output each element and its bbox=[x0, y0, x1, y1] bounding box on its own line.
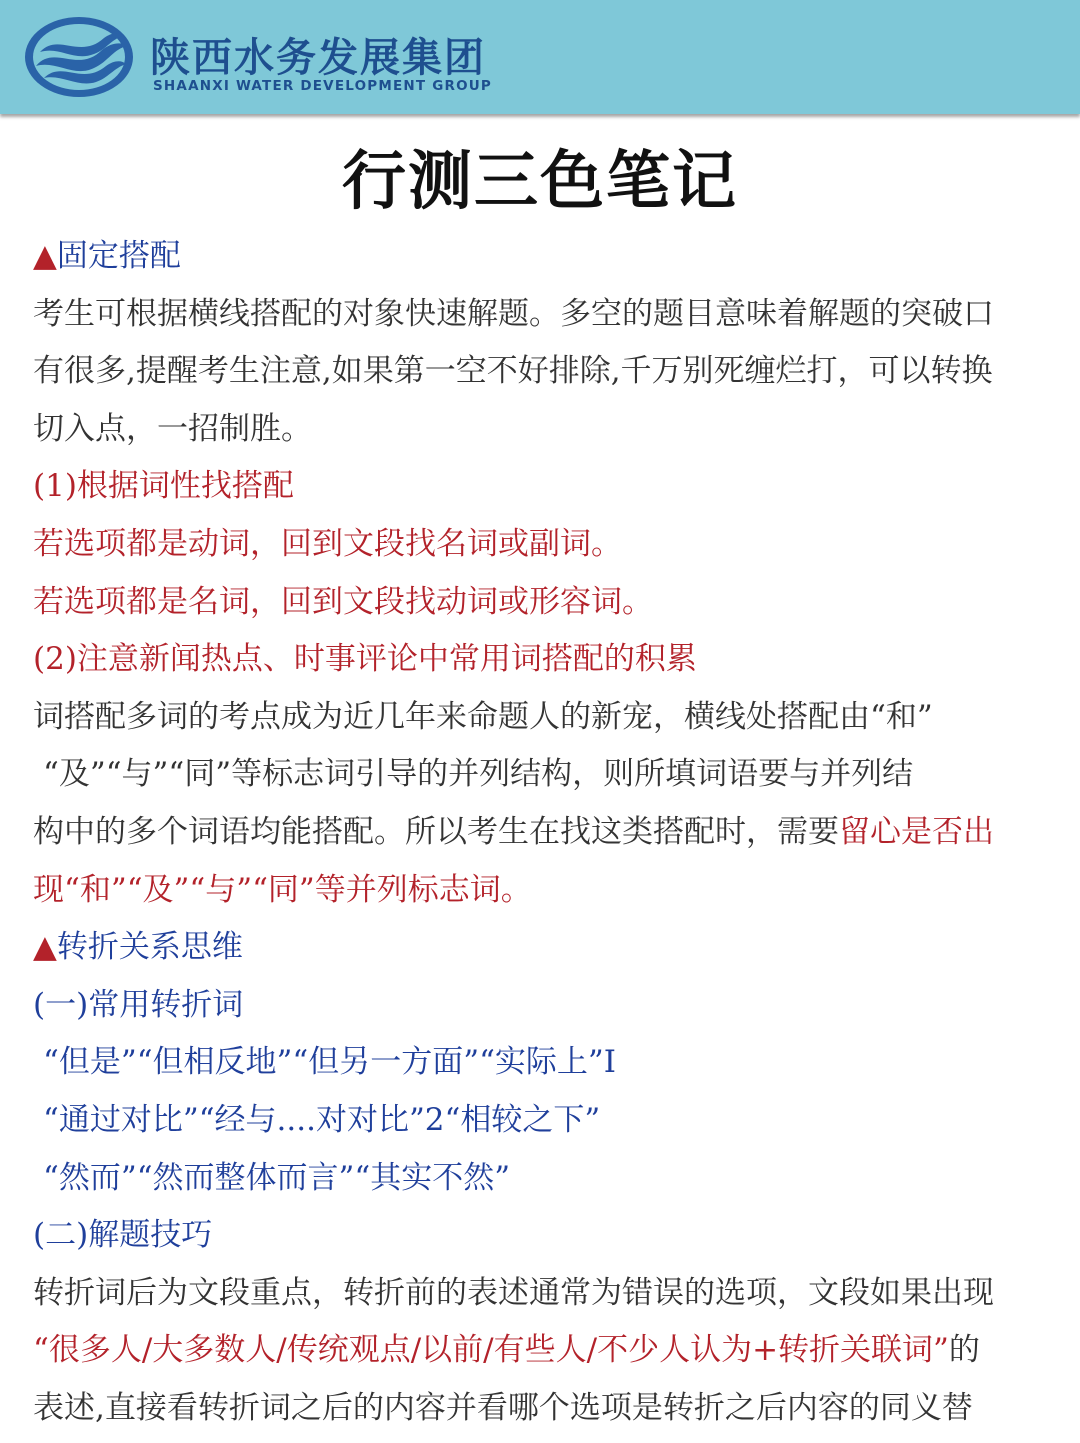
emphasis-line: 若选项都是动词，回到文段找名词或副词。 bbox=[33, 525, 622, 562]
emphasis-text: 留心是否出 bbox=[839, 813, 994, 850]
emphasis-line: 若选项都是名词，回到文段找动词或形容词。 bbox=[33, 583, 653, 620]
paragraph-line: 考生可根据横线搭配的对象快速解题。多空的题目意味着解题的突破口 bbox=[33, 295, 994, 332]
subheading-news-hotspots: (2)注意新闻热点、时事评论中常用词搭配的积累 bbox=[33, 641, 697, 678]
subheading-part-of-speech: (1)根据词性找搭配 bbox=[33, 468, 294, 505]
page-title: 行测三色笔记 bbox=[342, 144, 738, 219]
brand-header bbox=[0, 0, 1080, 114]
section-heading-text: 转折关系思维 bbox=[56, 929, 243, 966]
paragraph-line: 切入点，一招制胜。 bbox=[33, 410, 312, 447]
brand-name-chinese: 陕西水务发展集团 bbox=[150, 35, 486, 81]
emphasis-text: “很多人/大多数人/传统观点/以前/有些人/不少人认为+转折关联词” bbox=[33, 1332, 949, 1369]
paragraph-line: 有很多,提醒考生注意,如果第一空不好排除,千万别死缠烂打，可以转换 bbox=[33, 353, 993, 390]
paragraph-line: 转折词后为文段重点，转折前的表述通常为错误的选项，文段如果出现 bbox=[33, 1274, 994, 1311]
section-heading-fixed-collocation bbox=[33, 228, 1048, 286]
triangle-icon: ▲ bbox=[33, 238, 57, 274]
brand-name-english: SHAANXI WATER DEVELOPMENT GROUP bbox=[153, 78, 493, 94]
paragraph-line: “及”“与”“同”等标志词引导的并列结构，则所填词语要与并列结 bbox=[43, 756, 914, 793]
keyword-list-line: “然而”“然而整体而言”“其实不然” bbox=[43, 1159, 511, 1196]
paragraph-text: 的 bbox=[948, 1332, 980, 1369]
paragraph-line: 词搭配多词的考点成为近几年来命题人的新宠，横线处搭配由“和” bbox=[33, 698, 933, 735]
emphasis-line: 现“和”“及”“与”“同”等并列标志词。 bbox=[33, 871, 532, 908]
paragraph-text: 构中的多个词语均能搭配。所以考生在找这类搭配时，需要 bbox=[33, 813, 839, 850]
subheading-common-words: (一)常用转折词 bbox=[33, 986, 244, 1023]
notes-body bbox=[33, 228, 1048, 1437]
subheading-solving-tips: (二)解题技巧 bbox=[33, 1217, 213, 1254]
paragraph-line bbox=[33, 1322, 1048, 1380]
company-logo-icon bbox=[22, 14, 136, 100]
section-heading-text: 固定搭配 bbox=[56, 238, 181, 274]
keyword-list-line: “但是”“但相反地”“但另一方面”“实际上”I bbox=[43, 1044, 617, 1081]
paragraph-line: 表述,直接看转折词之后的内容并看哪个选项是转折之后内容的同义替 bbox=[33, 1389, 973, 1426]
triangle-icon: ▲ bbox=[33, 929, 57, 966]
section-heading-turning-relation bbox=[33, 919, 1048, 977]
keyword-list-line: “通过对比”“经与....对对比”2“相较之下” bbox=[43, 1101, 601, 1138]
paragraph-line bbox=[33, 804, 1048, 862]
